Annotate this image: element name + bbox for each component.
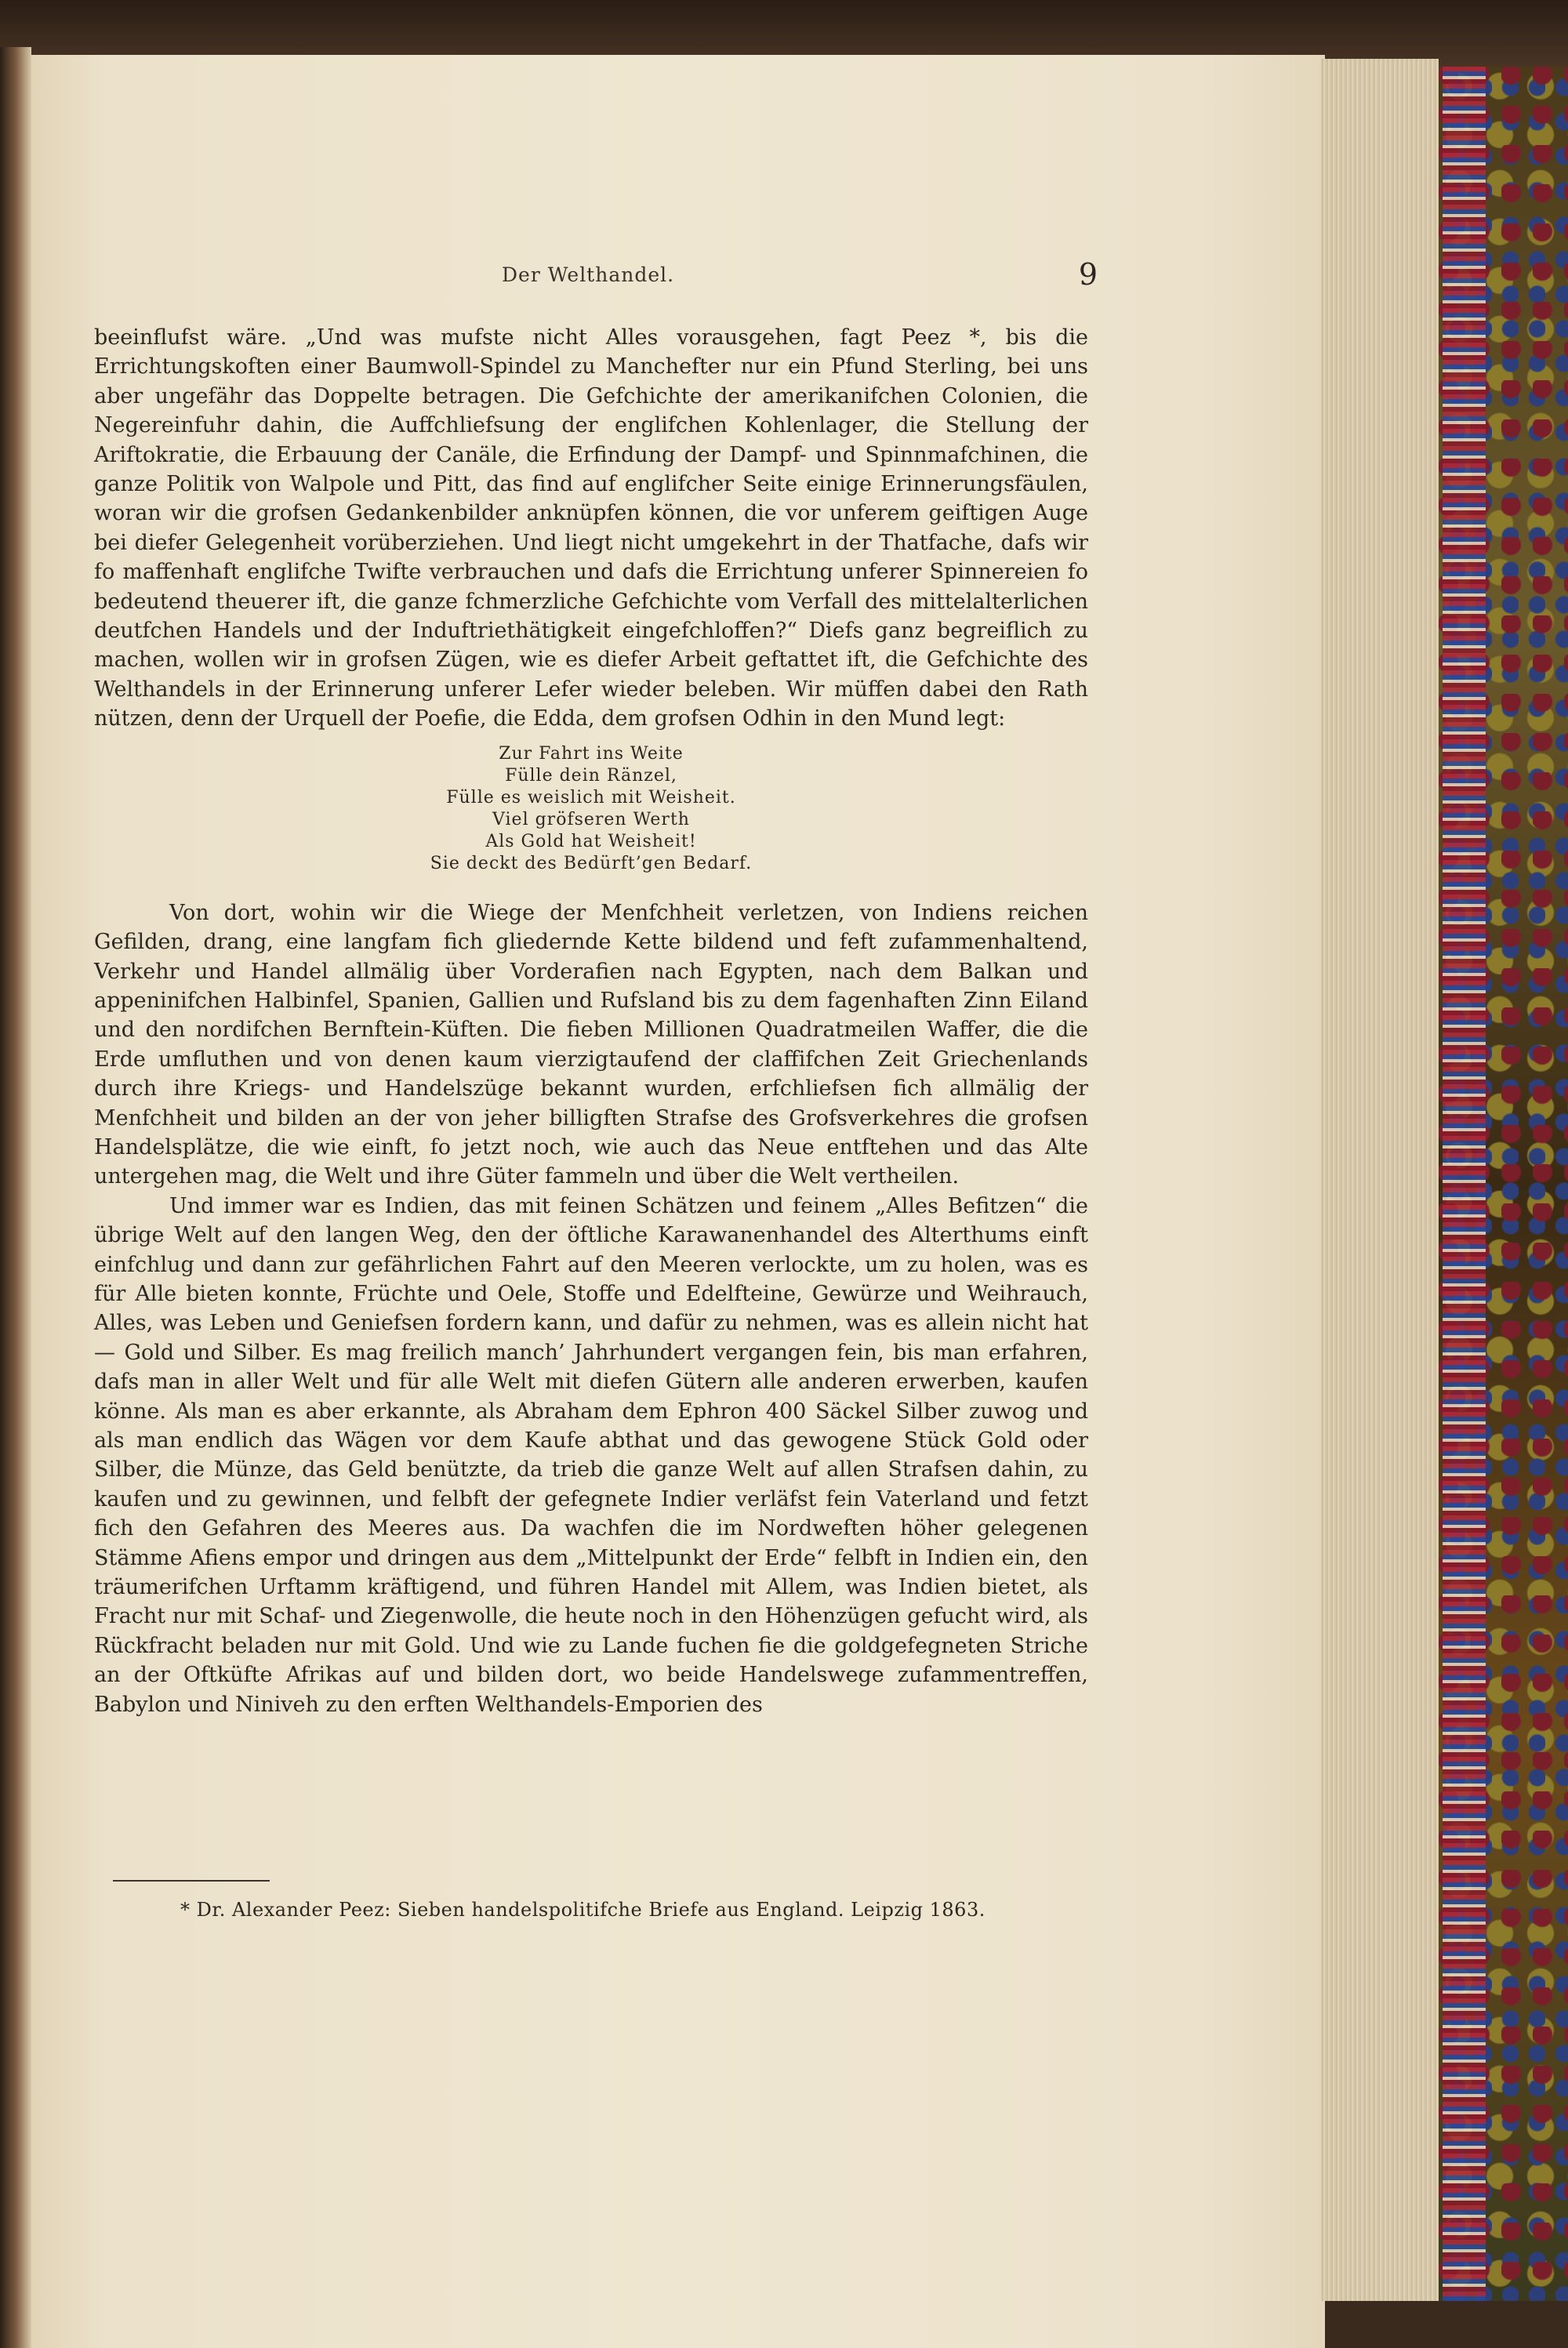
marbled-edge-band <box>1443 67 1486 2301</box>
poem-line: Fülle dein Ränzel, <box>505 765 677 786</box>
poem-line: Viel gröfseren Werth <box>492 809 690 829</box>
running-head <box>94 257 1098 299</box>
body-text <box>94 323 1088 1719</box>
footnote: * Dr. Alexander Peez: Sieben handelspolitifche Briefe aus England. Leipzig 1863. <box>180 1899 985 1921</box>
running-title: Der Welthandel. <box>502 263 675 286</box>
poem-line: Sie deckt des Bedürft’gen Bedarf. <box>430 853 753 873</box>
page-number: 9 <box>1078 257 1098 292</box>
footnote-rule <box>113 1880 270 1882</box>
facing-page-edge <box>0 47 31 2348</box>
poem-quote <box>94 743 1088 875</box>
paragraph-2: Von dort, wohin wir die Wiege der Menfchheit verletzen, von Indiens reichen Gefilden, drang, eine langfam fich gliedernde Kette bildend und feft zufammenhaltend, Verkehr und Handel allmälig über Vorderafien nach Egypten, nach dem Balkan und appeninifchen Halbinfel, Spanien, Gallien und Rufsland bis zu dem fagenhaften Zinn Eiland und den nordifchen Bernftein-Küften. Die fieben Millionen Quadratmeilen Waffer, die die Erde umfluthen und von denen kaum vierzigtaufend der claffifchen Zeit Griechenlands durch ihre Kriegs- und Handelszüge bekannt wurden, erfchliefsen fich allmälig der Menfchheit und bilden an der von jeher billigften Strafse des Grofsverkehres die grofsen Handelsplätze, die wie einft, fo jetzt noch, wie auch das Neue entftehen und das Alte untergehen mag, die Welt und ihre Güter fammeln und über die Welt vertheilen. <box>94 900 1088 1189</box>
paragraph-1: beeinflufst wäre. „Und was mufste nicht Alles vorausgehen, fagt Peez *, bis die Errichtungskoften einer Baumwoll-Spindel zu Manchefter nur ein Pfund Sterling, bei uns aber ungefähr das Doppelte betragen. Die Gefchichte der amerikanifchen Colonien, die Negereinfuhr dahin, die Auffchliefsung der englifchen Kohlenlager, die Stellung der Ariftokratie, die Erbauung der Canäle, die Erfindung der Dampf- und Spinnmafchinen, die ganze Politik von Walpole und Pitt, das find auf englifcher Seite einige Erinnerungsfäulen, woran wir die grofsen Gedankenbilder anknüpfen können, die vor unferem geiftigen Auge bei diefer Gelegenheit vorüberziehen. Und liegt nicht umgekehrt in der Thatfache, dafs wir fo maffenhaft englifche Twifte verbrauchen und dafs die Errichtung unferer Spinnereien fo bedeutend theuerer ift, die ganze fchmerzliche Gefchichte vom Verfall des mittelalterlichen deutfchen Handels und der Induftriethätigkeit eingefchloffen?“ Diefs ganz begreiflich zu machen, wollen wir in grofsen Zügen, wie es diefer Arbeit geftattet ift, die Gefchichte des Welthandels in der Erinnerung unferer Lefer wieder beleben. Wir müffen dabei den Rath nützen, denn der Urquell der Poefie, die Edda, dem grofsen Odhin in den Mund legt: <box>94 325 1088 731</box>
poem-line: Als Gold hat Weisheit! <box>485 831 697 851</box>
paragraph-3: Und immer war es Indien, das mit feinen Schätzen und feinem „Alles Befitzen“ die übrige Welt auf den langen Weg, den der öftliche Karawanenhandel des Alterthums einft einfchlug und dann zur gefährlichen Fahrt auf den Meeren verlockte, um zu holen, was es für Alle bieten konnte, Früchte und Oele, Stoffe und Edelfteine, Gewürze und Weihrauch, Alles, was Leben und Geniefsen fordern kann, und dafür zu nehmen, was es allein nicht hat — Gold und Silber. Es mag freilich manch’ Jahrhundert vergangen fein, bis man erfahren, dafs man in aller Welt und für alle Welt mit diefen Gütern alle anderen erwerben, kaufen könne. Als man es aber erkannte, als Abraham dem Ephron 400 Säckel Silber zuwog und als man endlich das Wägen vor dem Kaufe abthat und das gewogene Stück Gold oder Silber, die Münze, das Geld benützte, da trieb die ganze Welt auf allen Strafsen dahin, zu kaufen und zu gewinnen, und felbft der gefegnete Indier verläfst fein Vaterland und fetzt fich den Gefahren des Meeres aus. Da wachfen die im Nordweften höher gelegenen Stämme Afiens empor und dringen aus dem „Mittelpunkt der Erde“ felbft in Indien ein, den träumerifchen Urftamm kräftigend, und führen Handel mit Allem, was Indien bietet, als Fracht nur mit Schaf- und Ziegenwolle, die heute noch in den Höhenzügen gefucht wird, als Rückfracht beladen nur mit Gold. Und wie zu Lande fuchen fie die goldgefegneten Striche an der Oftküfte Afrikas auf und bilden dort, wo beide Handelswege zufammentreffen, Babylon und Niniveh zu den erften Welthandels-Emporien des <box>94 1193 1088 1717</box>
poem-line: Zur Fahrt ins Weite <box>499 743 684 764</box>
poem-line: Fülle es weislich mit Weisheit. <box>446 787 736 807</box>
page-block-edges <box>1321 59 1439 2301</box>
